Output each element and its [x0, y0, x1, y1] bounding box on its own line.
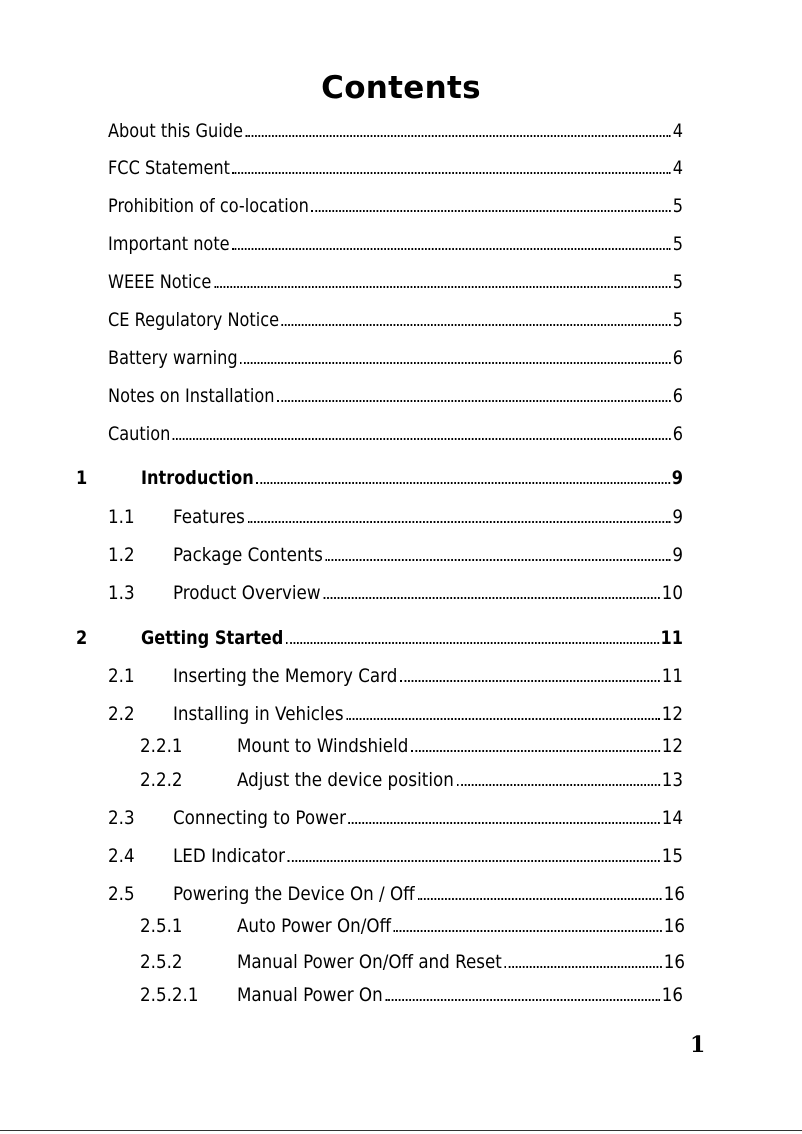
toc-entry[interactable]	[108, 156, 683, 180]
toc-entry-page: 13	[661, 769, 683, 791]
dot-leader	[248, 520, 671, 523]
toc-entry-label: Auto Power On/Off	[236, 915, 392, 937]
toc-entry-number: 2.1	[108, 665, 135, 687]
dot-leader	[504, 965, 662, 968]
dot-leader	[173, 437, 671, 440]
toc-entry-label: Connecting to Power	[172, 807, 346, 829]
dot-leader	[240, 361, 671, 364]
dot-leader	[323, 596, 660, 599]
toc-entry[interactable]	[108, 505, 683, 529]
dot-leader	[256, 481, 670, 484]
toc-entry[interactable]	[108, 119, 683, 143]
toc-entry-page: 9	[671, 467, 683, 489]
toc-entry[interactable]	[108, 384, 683, 408]
dot-leader	[233, 171, 672, 174]
dot-leader	[417, 897, 662, 900]
toc-entry[interactable]	[76, 466, 683, 490]
toc-entry-label: Battery warning	[108, 347, 238, 369]
bottom-divider	[0, 1130, 802, 1131]
toc-entry-number: 1.2	[108, 544, 135, 566]
toc-entry-label: About this Guide	[108, 120, 243, 142]
toc-entry-label: Product Overview	[172, 582, 321, 604]
toc-entry-page: 6	[672, 423, 683, 445]
toc-entry-number: 1	[76, 467, 88, 489]
toc-entry[interactable]	[108, 664, 683, 688]
toc-entry-label: Important note	[108, 233, 230, 255]
toc-entry-label: Features	[172, 506, 245, 528]
toc-entry[interactable]	[108, 194, 683, 218]
toc-entry-page: 16	[663, 951, 685, 973]
toc-entry-label: Inserting the Memory Card	[172, 665, 398, 687]
toc-entry-label: Caution	[108, 423, 171, 445]
dot-leader	[277, 399, 671, 402]
toc-entry-number: 2.5.2	[140, 951, 183, 973]
toc-entry-label: FCC Statement	[108, 157, 230, 179]
toc-entry[interactable]	[108, 422, 683, 446]
toc-entry[interactable]	[76, 626, 683, 650]
toc-entry[interactable]	[108, 581, 683, 605]
toc-entry-page: 12	[661, 703, 683, 725]
toc-entry-page: 9	[672, 544, 683, 566]
dot-leader	[311, 209, 671, 212]
toc-entry-page: 9	[672, 506, 683, 528]
toc-entry[interactable]	[108, 882, 685, 906]
toc-entry-number: 2.5.2.1	[140, 984, 199, 1006]
toc-entry-page: 12	[661, 735, 683, 757]
toc-entry[interactable]	[140, 914, 685, 938]
toc-entry-number: 2.2.1	[140, 735, 183, 757]
toc-entry-page: 6	[672, 385, 683, 407]
dot-leader	[325, 558, 670, 561]
toc-entry-number: 2.4	[108, 845, 135, 867]
toc-entry-page: 10	[661, 582, 683, 604]
dot-leader	[232, 247, 671, 250]
toc-entry-page: 5	[672, 233, 683, 255]
dot-leader	[245, 134, 671, 137]
toc-entry[interactable]	[108, 543, 683, 567]
toc-entry-label: Adjust the device position	[236, 769, 454, 791]
toc-entry-number: 2.2	[108, 703, 135, 725]
dot-leader	[456, 783, 660, 786]
toc-entry-page: 14	[661, 807, 683, 829]
toc-entry[interactable]	[108, 702, 683, 726]
toc-entry-label: Manual Power On/Off and Reset	[236, 951, 502, 973]
dot-leader	[286, 641, 659, 644]
toc-entry-number: 2.5	[108, 883, 135, 905]
toc-entry[interactable]	[140, 950, 685, 974]
toc-entry-label: Package Contents	[172, 544, 323, 566]
toc-entry-page: 16	[663, 915, 685, 937]
toc-entry-number: 1.3	[108, 582, 135, 604]
page-number: 1	[690, 1032, 706, 1058]
toc-entry[interactable]	[108, 308, 683, 332]
toc-entry-label: Manual Power On	[236, 984, 383, 1006]
toc-entry-label: Installing in Vehicles	[172, 703, 344, 725]
dot-leader	[346, 717, 660, 720]
toc-entry[interactable]	[108, 844, 683, 868]
dot-leader	[288, 859, 660, 862]
toc-entry-number: 2.3	[108, 807, 135, 829]
toc-entry-page: 16	[661, 984, 683, 1006]
dot-leader	[282, 323, 671, 326]
dot-leader	[349, 821, 660, 824]
toc-entry[interactable]	[108, 346, 683, 370]
toc-entry[interactable]	[108, 806, 683, 830]
toc-entry-page: 11	[660, 627, 683, 649]
toc-entry-page: 15	[661, 845, 683, 867]
toc-entry[interactable]	[140, 734, 683, 758]
dot-leader	[214, 285, 671, 288]
toc-entry-label: LED Indicator	[172, 845, 285, 867]
toc-entry-number: 2.2.2	[140, 769, 183, 791]
dot-leader	[385, 998, 660, 1001]
toc-entry-number: 1.1	[108, 506, 135, 528]
toc-entry-page: 5	[672, 195, 683, 217]
toc-entry-page: 5	[672, 271, 683, 293]
toc-entry-label: Mount to Windshield	[236, 735, 409, 757]
dot-leader	[400, 679, 660, 682]
toc-entry-page: 11	[661, 665, 683, 687]
toc-entry-page: 4	[672, 120, 683, 142]
page-title: Contents	[321, 70, 481, 106]
toc-entry[interactable]	[140, 983, 683, 1007]
dot-leader	[411, 749, 660, 752]
toc-entry-label: CE Regulatory Notice	[108, 309, 280, 331]
toc-entry-label: Notes on Installation	[108, 385, 275, 407]
toc-entry-number: 2	[76, 627, 88, 649]
toc-entry[interactable]	[108, 270, 683, 294]
toc-entry-label: Powering the Device On / Off	[172, 883, 415, 905]
toc-entry-label: WEEE Notice	[108, 271, 212, 293]
toc-entry-page: 4	[672, 157, 683, 179]
toc-entry-page: 6	[672, 347, 683, 369]
toc-entry-label: Introduction	[140, 467, 254, 489]
dot-leader	[394, 929, 662, 932]
toc-entry-label: Getting Started	[140, 627, 284, 649]
toc-entry[interactable]	[108, 232, 683, 256]
toc-entry-number: 2.5.1	[140, 915, 183, 937]
toc-entry-page: 5	[672, 309, 683, 331]
toc-entry[interactable]	[140, 768, 683, 792]
toc-entry-page: 16	[663, 883, 685, 905]
toc-entry-label: Prohibition of co-location	[108, 195, 309, 217]
